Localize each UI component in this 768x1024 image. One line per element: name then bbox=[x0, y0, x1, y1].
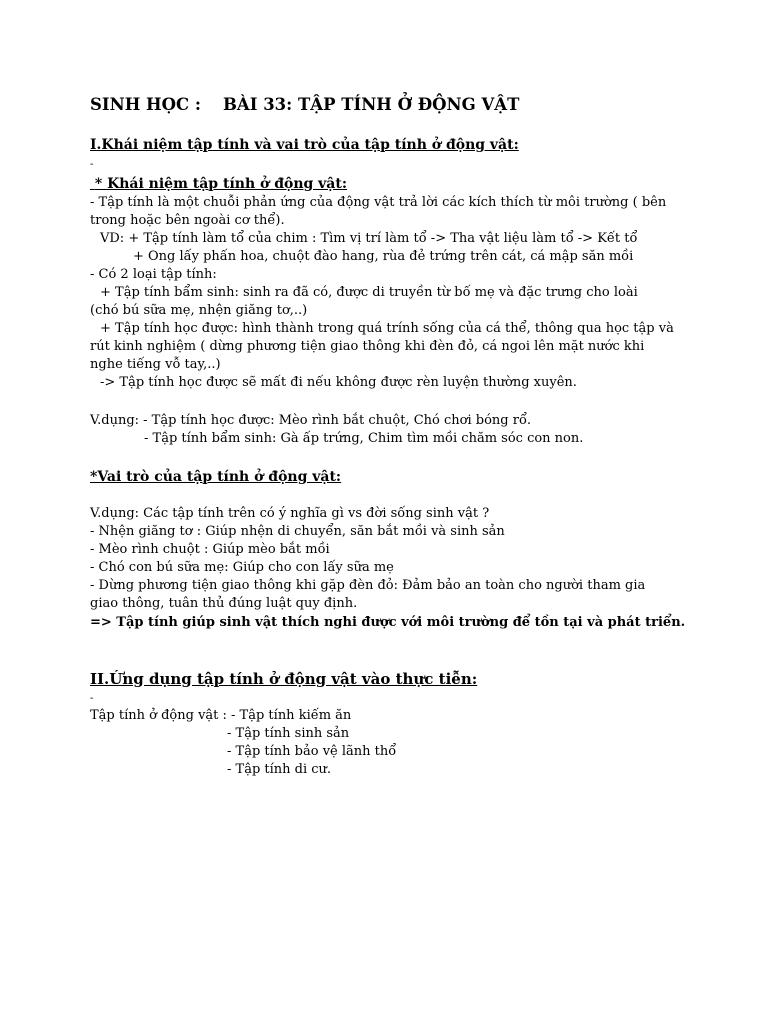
section1-heading: I.Khái niệm tập tính và vai trò của tập tính ở động vật: bbox=[90, 137, 519, 153]
innate-behavior: + Tập tính bẩm sinh: sinh ra đã có, được di truyền từ bố mẹ và đặc trưng cho loài (chó bú sữa mẹ, nhện giăng tơ,..) bbox=[90, 285, 638, 318]
application-item-4: - Tập tính di cư. bbox=[227, 762, 332, 777]
tick-mark: - bbox=[90, 159, 94, 170]
role-question: V.dụng: Các tập tính trên có ý nghĩa gì vs đời sống sinh vật ? bbox=[90, 506, 490, 521]
subject-label: SINH HỌC : bbox=[90, 95, 201, 114]
types-intro: - Có 2 loại tập tính: bbox=[90, 267, 217, 282]
concept-heading bbox=[90, 175, 690, 193]
application-item-3: - Tập tính bảo vệ lãnh thổ bbox=[227, 744, 397, 759]
definition-paragraph: - Tập tính là một chuỗi phản ứng của động vật trả lời các kích thích từ môi trường ( bên trong hoặc bên ngoài cơ thể). bbox=[90, 195, 667, 228]
tick-mark-2: - bbox=[90, 693, 94, 704]
section2-heading: II.Ứng dụng tập tính ở động vật vào thực tiễn: bbox=[90, 670, 478, 688]
role-heading: *Vai trò của tập tính ở động vật: bbox=[90, 469, 342, 485]
lesson-title: BÀI 33: TẬP TÍNH Ở ĐỘNG VẬT bbox=[222, 95, 520, 114]
application-intro: Tập tính ở động vật : - Tập tính kiếm ăn bbox=[90, 708, 352, 723]
role-item-3: - Chó con bú sữa mẹ: Giúp cho con lấy sữa mẹ bbox=[90, 560, 394, 575]
role-item-1: - Nhện giăng tơ : Giúp nhện di chuyển, săn bắt mồi và sinh sản bbox=[90, 524, 505, 539]
concept-heading-text: * Khái niệm tập tính ở động vật: bbox=[94, 176, 348, 192]
learned-note: -> Tập tính học được sẽ mất đi nếu không được rèn luyện thường xuyên. bbox=[100, 375, 577, 390]
document-title bbox=[90, 95, 690, 115]
example-2: + Ong lấy phấn hoa, chuột đào hang, rùa đẻ trứng trên cát, cá mập săn mồi bbox=[133, 249, 634, 264]
apply-example-1: V.dụng: - Tập tính học được: Mèo rình bắt chuột, Chó chơi bóng rổ. bbox=[90, 413, 532, 428]
role-item-2: - Mèo rình chuột : Giúp mèo bắt mồi bbox=[90, 542, 330, 557]
role-conclusion: => Tập tính giúp sinh vật thích nghi được với môi trường để tồn tại và phát triển. bbox=[90, 615, 686, 630]
application-item-2: - Tập tính sinh sản bbox=[227, 726, 350, 741]
role-item-4: - Dừng phương tiện giao thông khi gặp đèn đỏ: Đảm bảo an toàn cho người tham gia giao thông, tuân thủ đúng luật quy định. bbox=[90, 578, 646, 611]
example-1: VD: + Tập tính làm tổ của chim : Tìm vị trí làm tổ -> Tha vật liệu làm tổ -> Kết tổ bbox=[100, 231, 638, 246]
learned-behavior: + Tập tính học được: hình thành trong quá trính sống của cá thể, thông qua học tập và rút kinh nghiệm ( dừng phương tiện giao thông khi đèn đỏ, cá ngoi lên mặt nước khi nghe tiếng vỗ tay,..) bbox=[90, 321, 674, 372]
apply-example-2: - Tập tính bẩm sinh: Gà ấp trứng, Chim tìm mồi chăm sóc con non. bbox=[144, 431, 584, 446]
